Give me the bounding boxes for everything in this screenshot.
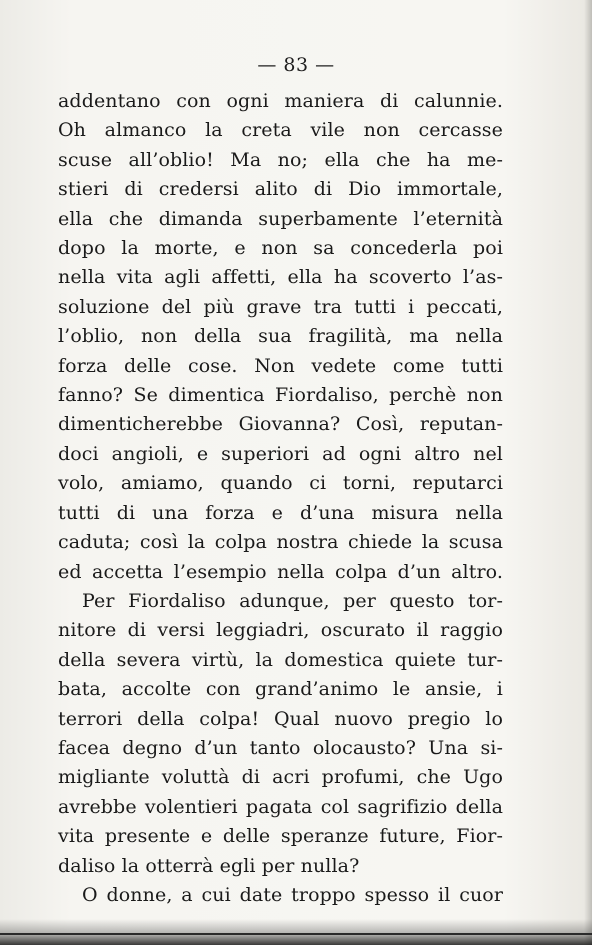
text-line: nitore di versi leggiadri, oscurato il raggio [58,619,503,642]
text-line: scuse all’oblio! Ma no; ella che ha me- [58,148,503,171]
text-line: l’oblio, non della sua fragilità, ma nella [58,325,503,348]
page-bottom-shadow [0,919,592,945]
text-line: daliso la otterrà egli per nulla? [58,854,360,877]
text-line: dimenticherebbe Giovanna? Così, reputan- [58,413,503,436]
text-line: della severa virtù, la domestica quiete tur- [58,648,503,671]
text-line: avrebbe volentieri pagata col sagrifizio della [58,795,503,818]
text-line: stieri di credersi alito di Dio immortale, [58,178,503,201]
text-line: caduta; così la colpa nostra chiede la scusa [58,531,503,554]
text-line: migliante voluttà di acri profumi, che Ugo [58,766,503,789]
page-bottom-rule [0,933,592,935]
text-line: facea degno d’un tanto olocausto? Una si- [58,736,503,759]
text-line: volo, amiamo, quando ci torni, reputarci [58,472,503,495]
text-line: ed accetta l’esempio nella colpa d’un altro. [58,560,503,583]
text-line: forza delle cose. Non vedete come tutti [58,354,503,377]
text-line: fanno? Se dimentica Fiordaliso, perchè non [58,384,503,407]
text-line: addentano con ogni maniera di calunnie. [58,90,503,112]
text-line: terrori della colpa! Qual nuovo pregio lo [58,707,503,730]
text-line: ella che dimanda superbamente l’eternità [58,207,503,230]
text-line: Per Fiordaliso adunque, per questo tor- [82,589,503,612]
text-line: O donne, a cui date troppo spesso il cuor [82,883,503,906]
text-line: vita presente e delle speranze future, Fior- [58,825,503,848]
body-text [58,87,503,910]
page-number: — 83 — [257,54,335,76]
text-line: doci angioli, e superiori ad ogni altro nel [58,442,503,465]
page-edge-shadow [584,0,592,945]
text-line: tutti di una forza e d’una misura nella [58,501,503,524]
text-line: bata, accolte con grand’animo le ansie, i [58,678,503,701]
text-line: Oh almanco la creta vile non cercasse [58,119,503,142]
text-line: dopo la morte, e non sa concederla poi [58,237,503,260]
text-line: nella vita agli affetti, ella ha scoverto l’as- [58,266,503,289]
text-line: soluzione del più grave tra tutti i peccati, [58,295,503,318]
